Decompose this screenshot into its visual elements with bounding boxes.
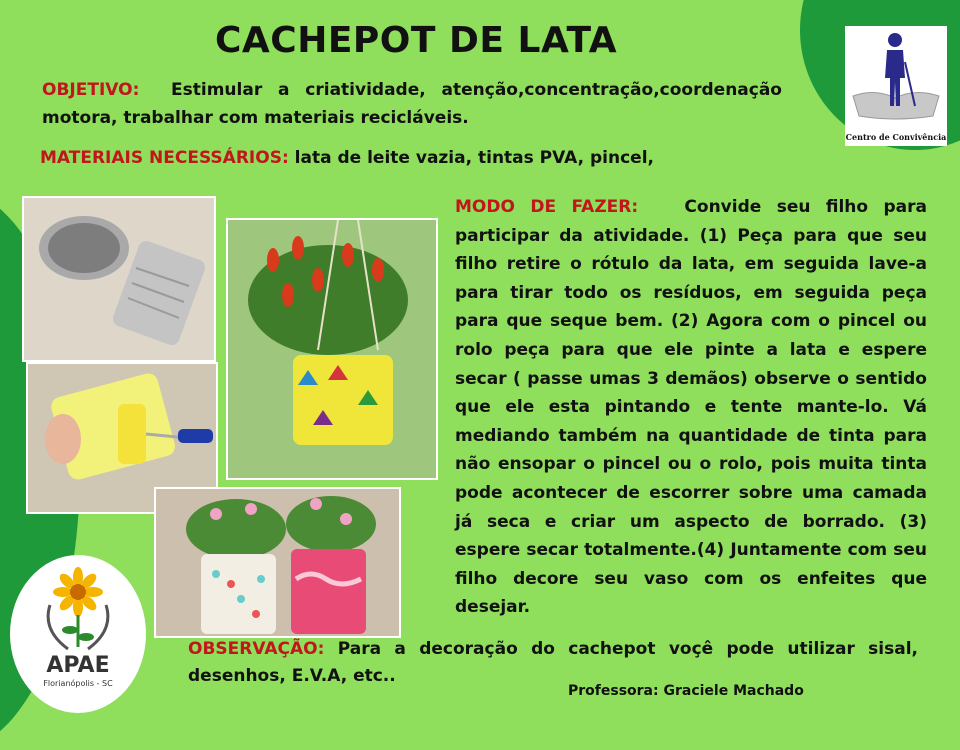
teacher-credit: Professora: Graciele Machado [568, 683, 804, 699]
photo-hanging-cachepot [226, 218, 438, 480]
objective-section [42, 76, 782, 132]
apae-name: APAE [46, 653, 110, 678]
method-label: MODO DE FAZER: [455, 197, 639, 217]
method-text: Convide seu filho para participar da atividade. (1) Peça para que seu filho retire o rótulo da lata, em seguida lave-a para tirar todo os resíduos, em seguida peça para que seque bem. (2) Agora com o pincel ou rolo peça para que ele pinte a lata e espere secar ( passe umas 3 demãos) observe o sentido que ele esta pintando e tente mante-lo. Vá mediando também na quantidade de tinta para não ensopar o pincel ou o rolo, pois muita tinta pode acontecer de escorrer sobre uma camada já seca e criar um aspecto de borrado. (3) espere secar totalmente.(4) Juntamente com seu filho decore seu vaso com os enfeites que desejar. [455, 197, 928, 618]
elderly-person-icon [845, 26, 947, 126]
materials-text: lata de leite vazia, tintas PVA, pincel, [294, 148, 654, 168]
observation-label: OBSERVAÇÃO: [188, 639, 325, 659]
objective-label: OBJETIVO: [42, 80, 140, 100]
apae-city: Florianópolis - SC [43, 679, 113, 688]
apae-logo [10, 555, 146, 713]
photo-empty-cans [22, 196, 216, 362]
sunflower-hands-icon [10, 555, 146, 655]
photo-decorated-pots [154, 487, 401, 638]
materials-section [40, 148, 760, 168]
materials-label: MATERIAIS NECESSÁRIOS: [40, 148, 289, 168]
centro-convivencia-logo [845, 26, 947, 146]
observation-section [188, 636, 918, 690]
observation-text: Para a decoração do cachepot voçê pode utilizar sisal, desenhos, E.V.A, etc.. [188, 639, 919, 686]
page-title: CACHEPOT DE LATA [215, 20, 618, 61]
method-section [455, 193, 927, 622]
objective-text: Estimular a criatividade, atenção,concentração,coordenação motora, trabalhar com materiais recicláveis. [42, 80, 782, 128]
centro-convivencia-caption: Centro de Convivência [845, 132, 947, 142]
